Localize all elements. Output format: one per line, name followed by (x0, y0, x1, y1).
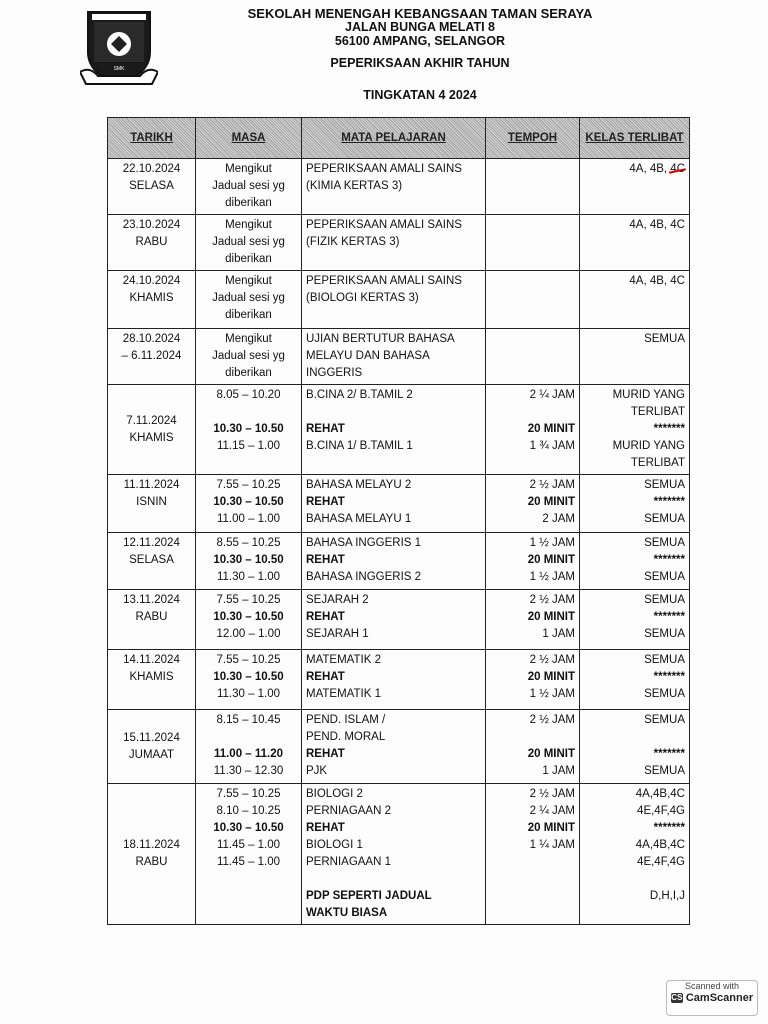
cell-line: SEMUA (644, 333, 685, 345)
subject-cell (302, 590, 486, 650)
classes-cell (580, 385, 690, 475)
classes-cell (580, 590, 690, 650)
cell-line: 10.30 – 10.50 (213, 496, 284, 508)
cell-line: 20 MINIT (527, 748, 575, 760)
cell-line: BAHASA MELAYU 2 (306, 479, 412, 491)
classes-cell (580, 533, 690, 590)
cell-line: 8.55 – 10.25 (216, 537, 281, 549)
cell-line: SEMUA (644, 765, 685, 777)
cell-line: SEJARAH 2 (306, 594, 369, 606)
cell-line: 4A,4B,4C (635, 788, 685, 800)
cell-line: 10.30 – 10.50 (213, 611, 284, 623)
cell-line: 18.11.2024 (123, 839, 180, 851)
cell-line: 11.00 – 11.20 (213, 748, 284, 760)
cell-line: Mengikut (225, 219, 272, 231)
struck-class-4c: 4C (670, 163, 685, 175)
camscanner-watermark (666, 980, 758, 1016)
subject-cell (302, 159, 486, 215)
duration-cell (486, 329, 580, 385)
time-cell (196, 159, 302, 215)
cell-line: Jadual sesi yg (212, 292, 285, 304)
subject-cell (302, 329, 486, 385)
cell-line: 20 MINIT (527, 822, 575, 834)
cell-line: diberikan (225, 253, 272, 265)
cell-line: SEMUA (644, 513, 685, 525)
duration-cell (486, 385, 580, 475)
cell-line (306, 404, 481, 421)
cell-line: ******* (653, 423, 685, 435)
cell-line: B.CINA 1/ B.TAMIL 1 (306, 440, 413, 452)
time-cell (196, 271, 302, 329)
cell-line: ******* (653, 496, 685, 508)
col-header-duration: TEMPOH (486, 118, 580, 159)
col-header-classes: KELAS TERLIBAT (580, 118, 690, 159)
subject-cell (302, 475, 486, 533)
date-cell (108, 650, 196, 710)
exam-title: PEPERIKSAAN AKHIR TAHUN (330, 56, 510, 70)
date-cell (108, 784, 196, 925)
cell-line: Jadual sesi yg (212, 180, 285, 192)
cell-line: ******* (653, 671, 685, 683)
cell-line: BAHASA INGGERIS 2 (306, 571, 422, 583)
duration-cell (486, 533, 580, 590)
cell-line: 4A, 4B, 4C (629, 163, 685, 175)
cell-line: BAHASA INGGERIS 1 (306, 537, 422, 549)
duration-cell (486, 475, 580, 533)
cell-line: 4A, 4B, 4C (629, 219, 685, 231)
cell-line: 15.11.2024 (123, 731, 180, 744)
cell-line: ******* (653, 822, 685, 834)
cell-line: 4E,4F,4G (637, 805, 685, 817)
cell-line: PJK (306, 765, 328, 777)
cell-line: SEMUA (644, 571, 685, 583)
cell-line: 11.45 – 1.00 (216, 839, 281, 851)
classes-cell (580, 159, 690, 215)
cell-line: REHAT (306, 671, 345, 683)
cell-line: RABU (135, 856, 168, 868)
cell-line: diberikan (225, 197, 272, 209)
cell-line: RABU (135, 611, 168, 623)
cell-line: 2 ¼ JAM (529, 805, 575, 817)
cell-line: 20 MINIT (527, 496, 575, 508)
subject-cell (302, 215, 486, 271)
date-cell (108, 475, 196, 533)
time-cell (196, 710, 302, 784)
cell-line: SEJARAH 1 (306, 628, 369, 640)
time-cell (196, 385, 302, 475)
cell-line: 1 JAM (542, 765, 575, 777)
classes-cell (580, 215, 690, 271)
cell-line: 14.11.2024 (123, 654, 180, 666)
cell-line: 20 MINIT (527, 423, 575, 435)
date-cell (108, 385, 196, 475)
cell-line: SEMUA (644, 594, 685, 606)
date-cell (108, 329, 196, 385)
form-level: TINGKATAN 4 2024 (363, 88, 477, 102)
cell-line: TERLIBAT (630, 457, 685, 469)
col-header-subject: MATA PELAJARAN (302, 118, 486, 159)
cell-line: ******* (653, 611, 685, 623)
cell-line: JUMAAT (128, 748, 175, 761)
cell-line: 11.30 – 1.00 (216, 688, 281, 700)
address-line-2: 56100 AMPANG, SELANGOR (334, 34, 506, 48)
cell-line (200, 729, 297, 746)
cell-line: SEMUA (644, 628, 685, 640)
cell-line: 2 ¼ JAM (529, 389, 575, 401)
cell-line: 2 JAM (542, 513, 575, 525)
cell-line: BIOLOGI 2 (306, 788, 363, 800)
cell-line: 2 ½ JAM (529, 479, 575, 491)
scanner-label: Scanned with (684, 981, 740, 991)
cell-line: 7.11.2024 (126, 414, 177, 427)
duration-cell (486, 784, 580, 925)
classes-cell (580, 784, 690, 925)
date-cell (108, 271, 196, 329)
cell-line: ******* (653, 748, 685, 760)
cell-line: MELAYU DAN BAHASA (306, 350, 430, 362)
table-row (108, 159, 690, 215)
cell-line: PEND. ISLAM / (306, 714, 386, 726)
table-row (108, 215, 690, 271)
cell-line: 4E,4F,4G (637, 856, 685, 868)
cell-line: 1 JAM (542, 628, 575, 640)
date-cell (108, 159, 196, 215)
cell-line: SELASA (129, 180, 174, 192)
cell-line (306, 871, 481, 888)
cell-line: 4A,4B,4C (635, 839, 685, 851)
col-header-date: TARIKH (108, 118, 196, 159)
cell-line: MURID YANG (612, 389, 685, 401)
cell-line: 8.05 – 10.20 (216, 389, 281, 401)
school-crest-logo (80, 6, 158, 90)
cell-line: 24.10.2024 (122, 275, 181, 287)
cell-line: RABU (135, 236, 168, 248)
duration-cell (486, 159, 580, 215)
cell-line: SELASA (129, 554, 174, 566)
cell-line: PERNIAGAAN 1 (306, 856, 391, 868)
scanner-brand: CamScanner (685, 992, 754, 1004)
address-line-1: JALAN BUNGA MELATI 8 (345, 20, 495, 34)
cell-line (490, 729, 575, 746)
cell-line (200, 404, 297, 421)
time-cell (196, 215, 302, 271)
cell-line: PEPERIKSAAN AMALI SAINS (306, 275, 462, 287)
cell-line: KHAMIS (129, 671, 174, 683)
cell-line: 11.00 – 1.00 (216, 513, 281, 525)
cell-line: 28.10.2024 (122, 333, 181, 345)
subject-cell (302, 710, 486, 784)
cell-line: D,H,I,J (649, 890, 685, 902)
cell-line: 7.55 – 10.25 (216, 594, 281, 606)
cell-line: REHAT (306, 496, 345, 508)
col-header-time: MASA (196, 118, 302, 159)
cell-line: (KIMIA KERTAS 3) (306, 180, 403, 192)
cell-line: REHAT (306, 423, 345, 435)
time-cell (196, 784, 302, 925)
cell-line: REHAT (306, 611, 345, 623)
school-name: SEKOLAH MENENGAH KEBANGSAAN TAMAN SERAYA (247, 6, 593, 21)
table-row (108, 271, 690, 329)
cell-line: ******* (653, 554, 685, 566)
subject-cell (302, 533, 486, 590)
cell-line: (BIOLOGI KERTAS 3) (306, 292, 419, 304)
time-cell (196, 475, 302, 533)
cell-line: MATEMATIK 1 (306, 688, 381, 700)
cell-line: INGGERIS (306, 367, 363, 379)
cell-line: – 6.11.2024 (121, 350, 182, 362)
cell-line: BIOLOGI 1 (306, 839, 363, 851)
table-row (108, 533, 690, 590)
cell-line: PEPERIKSAAN AMALI SAINS (306, 219, 462, 231)
table-row (108, 475, 690, 533)
classes-cell (580, 271, 690, 329)
cell-line: diberikan (225, 367, 272, 379)
classes-cell (580, 475, 690, 533)
cell-line (584, 729, 685, 746)
table-row (108, 650, 690, 710)
cell-line: 10.30 – 10.50 (213, 554, 284, 566)
classes-cell (580, 650, 690, 710)
subject-cell (302, 650, 486, 710)
cell-line: 11.30 – 1.00 (216, 571, 281, 583)
classes-cell (580, 710, 690, 784)
date-cell (108, 215, 196, 271)
cell-line: 20 MINIT (527, 611, 575, 623)
table-row (108, 784, 690, 925)
cell-line: 1 ¼ JAM (529, 839, 575, 851)
cell-line: PEND. MORAL (306, 731, 386, 743)
cell-line: 2 ½ JAM (529, 594, 575, 606)
table-header-row (108, 118, 690, 159)
cell-line: 1 ½ JAM (529, 571, 575, 583)
cell-line: (FIZIK KERTAS 3) (306, 236, 400, 248)
cell-line: SEMUA (644, 537, 685, 549)
cell-line (490, 404, 575, 421)
cell-line: Jadual sesi yg (212, 350, 285, 362)
table-row (108, 710, 690, 784)
cell-line: 10.30 – 10.50 (213, 423, 284, 435)
cell-line: 1 ¾ JAM (529, 440, 575, 452)
cell-line: ISNIN (136, 496, 167, 508)
duration-cell (486, 590, 580, 650)
cell-line: diberikan (225, 309, 272, 321)
cell-line (584, 871, 685, 888)
time-cell (196, 329, 302, 385)
cell-line: REHAT (306, 822, 345, 834)
cell-line: UJIAN BERTUTUR BAHASA (306, 333, 455, 345)
cell-line: KHAMIS (129, 431, 174, 444)
table-row (108, 590, 690, 650)
table-row (108, 385, 690, 475)
cell-line: 2 ½ JAM (529, 714, 575, 726)
cell-line: 20 MINIT (527, 671, 575, 683)
camscanner-icon: CS (671, 993, 683, 1003)
time-cell (196, 650, 302, 710)
cell-line: Mengikut (225, 333, 272, 345)
cell-line: 11.11.2024 (123, 479, 180, 491)
cell-line: MATEMATIK 2 (306, 654, 381, 666)
duration-cell (486, 215, 580, 271)
duration-cell (486, 650, 580, 710)
cell-line: TERLIBAT (630, 406, 685, 418)
cell-line: PEPERIKSAAN AMALI SAINS (306, 163, 462, 175)
cell-line: SEMUA (644, 479, 685, 491)
cell-line: 20 MINIT (527, 554, 575, 566)
subject-cell (302, 784, 486, 925)
cell-line: REHAT (306, 554, 345, 566)
cell-line: 13.11.2024 (123, 594, 180, 606)
cell-line: 2 ½ JAM (529, 654, 575, 666)
cell-line: 7.55 – 10.25 (216, 788, 281, 800)
cell-line: 10.30 – 10.50 (213, 671, 284, 683)
duration-cell (486, 710, 580, 784)
cell-line: Mengikut (225, 163, 272, 175)
subject-cell (302, 271, 486, 329)
cell-line: SEMUA (644, 714, 685, 726)
exam-schedule-table (107, 117, 690, 925)
classes-cell (580, 329, 690, 385)
cell-line: 8.10 – 10.25 (216, 805, 281, 817)
subject-cell (302, 385, 486, 475)
cell-line: KHAMIS (129, 292, 174, 304)
cell-line: 2 ½ JAM (529, 788, 575, 800)
cell-line: 11.30 – 12.30 (213, 765, 284, 777)
cell-line: 12.11.2024 (123, 537, 180, 549)
cell-line: 7.55 – 10.25 (216, 654, 281, 666)
time-cell (196, 590, 302, 650)
cell-line: Jadual sesi yg (212, 236, 285, 248)
cell-line: 12.00 – 1.00 (216, 628, 281, 640)
table-row (108, 329, 690, 385)
time-cell (196, 533, 302, 590)
cell-line: PERNIAGAAN 2 (306, 805, 391, 817)
cell-line: 10.30 – 10.50 (213, 822, 284, 834)
cell-line: 23.10.2024 (122, 219, 181, 231)
cell-line: Mengikut (225, 275, 272, 287)
cell-line: 4A, 4B, 4C (629, 275, 685, 287)
cell-line: 11.45 – 1.00 (216, 856, 281, 868)
cell-line: 1 ½ JAM (529, 688, 575, 700)
cell-line: SEMUA (644, 654, 685, 666)
cell-line: 1 ½ JAM (529, 537, 575, 549)
cell-line: MURID YANG (612, 440, 685, 452)
date-cell (108, 710, 196, 784)
cell-line: B.CINA 2/ B.TAMIL 2 (306, 389, 413, 401)
date-cell (108, 590, 196, 650)
cell-line: 22.10.2024 (122, 163, 181, 175)
cell-line: 7.55 – 10.25 (216, 479, 281, 491)
cell-line: SEMUA (644, 688, 685, 700)
cell-line: 8.15 – 10.45 (216, 714, 281, 726)
cell-line: PDP SEPERTI JADUAL (306, 890, 432, 902)
duration-cell (486, 271, 580, 329)
cell-line: 11.15 – 1.00 (216, 440, 281, 452)
svg-text:SMK: SMK (113, 66, 125, 72)
cell-line: REHAT (306, 748, 345, 760)
cell-line: BAHASA MELAYU 1 (306, 513, 412, 525)
date-cell (108, 533, 196, 590)
cell-line: WAKTU BIASA (306, 907, 388, 919)
